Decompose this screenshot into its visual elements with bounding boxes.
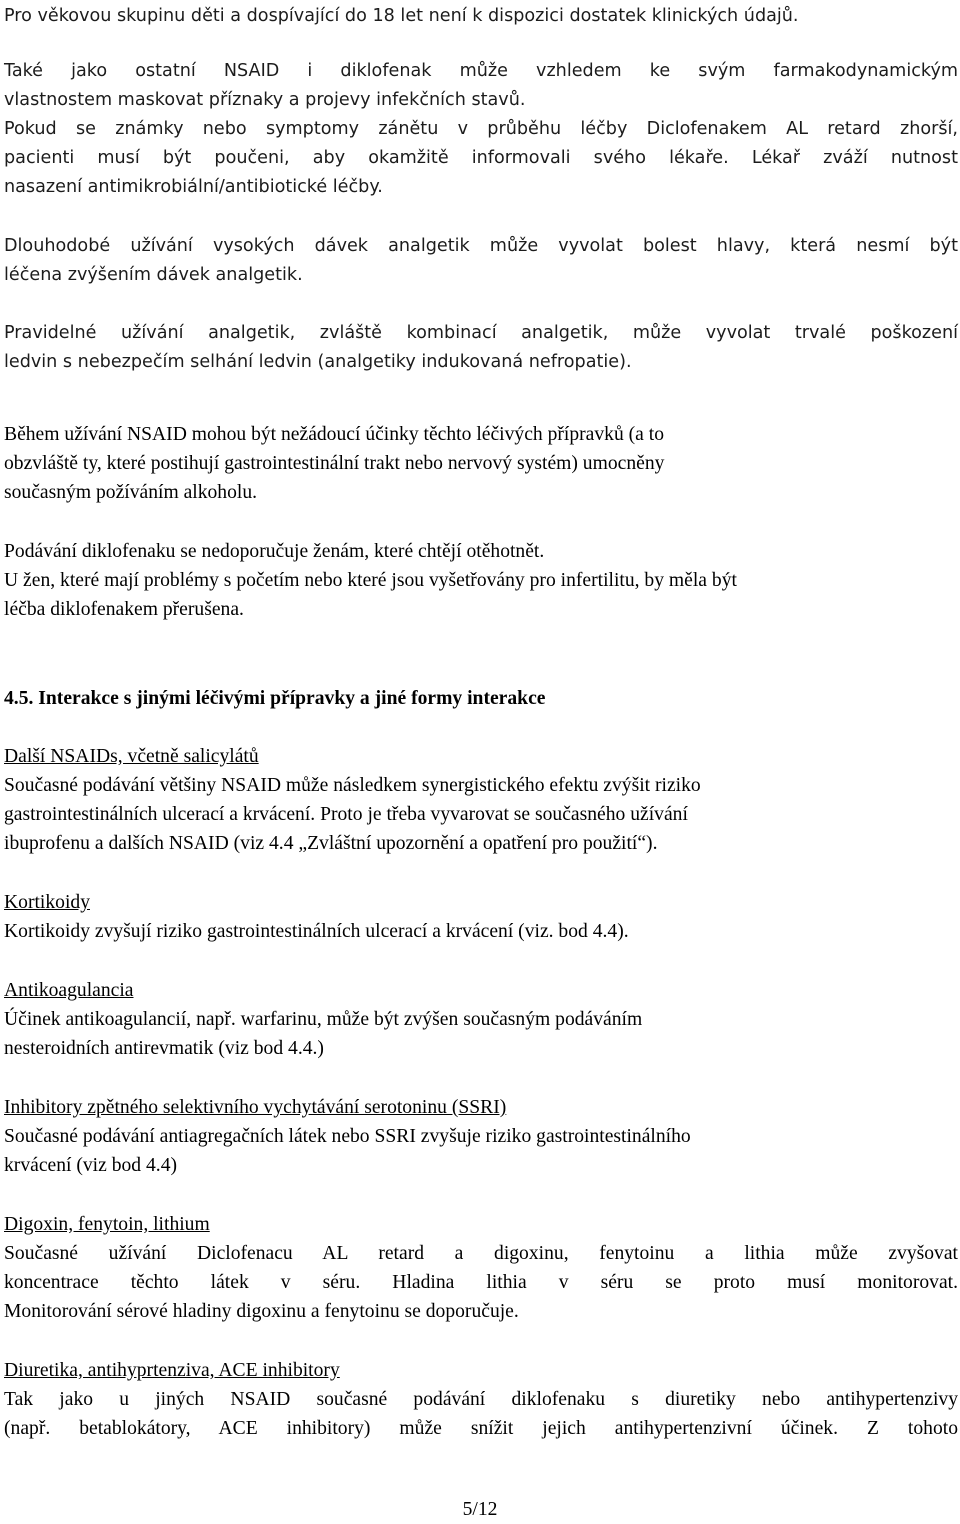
subsection-heading: Digoxin, fenytoin, lithium (4, 1214, 210, 1235)
paragraph-line: pacienti musí být poučeni, aby okamžitě informovali svého lékaře. Lékař zváží nutnost (4, 148, 958, 168)
paragraph-line: ledvin s nebezpečím selhání ledvin (analgetiky indukovaná nefropatie). (4, 352, 632, 372)
paragraph-line: koncentrace těchto látek v séru. Hladina lithia v séru se proto musí monitorovat. (4, 1272, 958, 1293)
paragraph-line: Pokud se známky nebo symptomy zánětu v průběhu léčby Diclofenakem AL retard zhorší, (4, 119, 958, 139)
paragraph-line: Pro věkovou skupinu děti a dospívající do 18 let není k dispozici dostatek klinických údajů. (4, 6, 799, 26)
paragraph-line: nesteroidních antirevmatik (viz bod 4.4.) (4, 1038, 324, 1059)
paragraph-line: vlastnostem maskovat příznaky a projevy infekčních stavů. (4, 90, 526, 110)
paragraph-line: (např. betablokátory, ACE inhibitory) může snížit jejich antihypertenzivní účinek. Z tohoto (4, 1418, 958, 1439)
subsection-heading: Antikoagulancia (4, 980, 134, 1001)
paragraph-line: léčena zvýšením dávek analgetik. (4, 265, 303, 285)
paragraph-line: Kortikoidy zvyšují riziko gastrointestinálních ulcerací a krvácení (viz. bod 4.4). (4, 921, 629, 942)
paragraph-line: Podávání diklofenaku se nedoporučuje ženám, které chtějí otěhotnět. (4, 541, 545, 562)
paragraph-line: ibuprofenu a dalších NSAID (viz 4.4 „Zvláštní upozornění a opatření pro použití“). (4, 833, 658, 854)
paragraph-line: obzvláště ty, které postihují gastrointestinální trakt nebo nervový systém) umocněny (4, 453, 665, 474)
paragraph-line: léčba diklofenakem přerušena. (4, 599, 244, 620)
paragraph-line: U žen, které mají problémy s početím nebo které jsou vyšetřovány pro infertilitu, by měla být (4, 570, 737, 591)
subsection-heading: Kortikoidy (4, 892, 90, 913)
paragraph-line: Současné podávání antiagregačních látek nebo SSRI zvyšuje riziko gastrointestinálního (4, 1126, 691, 1147)
paragraph-line: Během užívání NSAID mohou být nežádoucí účinky těchto léčivých přípravků (a to (4, 424, 665, 445)
paragraph-line: Pravidelné užívání analgetik, zvláště kombinací analgetik, může vyvolat trvalé poškození (4, 323, 958, 343)
subsection-heading: Další NSAIDs, včetně salicylátů (4, 746, 259, 767)
subsection-heading: Diuretika, antihyprtenziva, ACE inhibitory (4, 1360, 340, 1381)
paragraph-line: nasazení antimikrobiální/antibiotické léčby. (4, 177, 383, 197)
paragraph-line: gastrointestinálních ulcerací a krvácení. Proto je třeba vyvarovat se současného užívání (4, 804, 688, 825)
paragraph-line: současným požíváním alkoholu. (4, 482, 258, 503)
paragraph-line: Monitorování sérové hladiny digoxinu a fenytoinu se doporučuje. (4, 1301, 519, 1322)
paragraph-line: krvácení (viz bod 4.4) (4, 1155, 178, 1176)
paragraph-line: Dlouhodobé užívání vysokých dávek analgetik může vyvolat bolest hlavy, která nesmí být (4, 236, 958, 256)
paragraph-line: Účinek antikoagulancií, např. warfarinu, může být zvýšen současným podáváním (4, 1009, 643, 1030)
page-number: 5/12 (462, 1499, 498, 1520)
subsection-heading: Inhibitory zpětného selektivního vychytávání serotoninu (SSRI) (4, 1097, 507, 1118)
paragraph-line: Tak jako u jiných NSAID současné podávání diklofenaku s diuretiky nebo antihypertenzivy (4, 1389, 958, 1410)
paragraph-line: Současné podávání většiny NSAID může následkem synergistického efektu zvýšit riziko (4, 775, 701, 796)
section-heading: 4.5. Interakce s jinými léčivými přípravky a jiné formy interakce (4, 688, 546, 709)
paragraph-line: Současné užívání Diclofenacu AL retard a digoxinu, fenytoinu a lithia může zvyšovat (4, 1243, 958, 1264)
paragraph-line: Také jako ostatní NSAID i diklofenak může vzhledem ke svým farmakodynamickým (4, 61, 958, 81)
